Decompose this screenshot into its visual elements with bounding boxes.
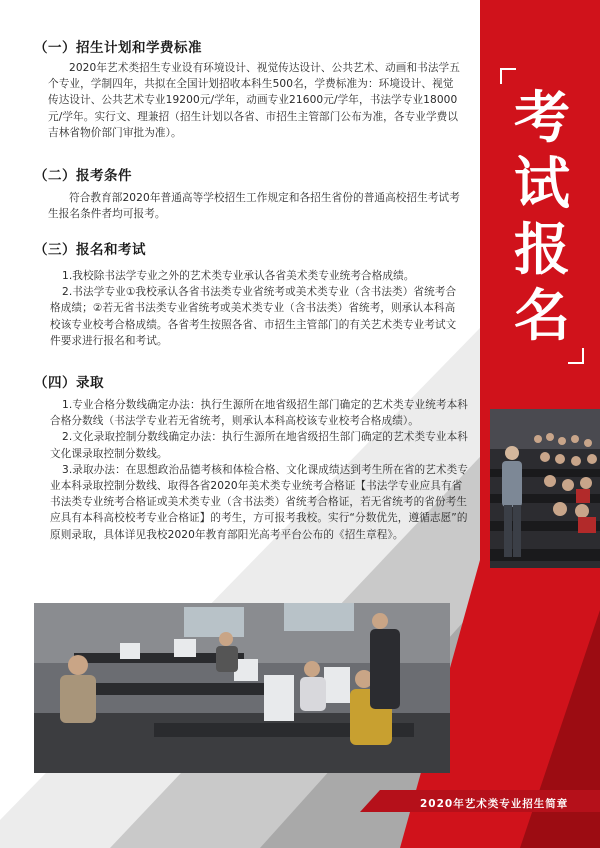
section-title-admission: （四）录取 xyxy=(34,375,104,391)
title-char: 试 xyxy=(514,152,570,217)
title-char: 报 xyxy=(514,218,570,283)
section-title-conditions: （二）报考条件 xyxy=(34,168,132,184)
section-title-registration: （三）报名和考试 xyxy=(34,242,146,258)
vertical-title-text xyxy=(506,86,578,350)
photo-computer-lab xyxy=(34,603,450,773)
section-body-plan xyxy=(48,60,463,141)
section-body-admission xyxy=(50,397,468,543)
vertical-title-exam-registration xyxy=(500,68,584,364)
paragraph: 2.文化录取控制分数线确定办法：执行生源所在地省级招生部门确定的艺术类专业本科文化课录取控制分数线。 xyxy=(50,431,468,460)
paragraph: 2.书法学专业①我校承认各省书法类专业省统考或美术类专业（含书法类）省统考合格成绩；②若无省书法类专业省统考或美术类专业（含书法类）省统考，则承认本科高校该专业校考合格成绩。各省考生按照各省、市招生主管部门的有关艺术类专业考试文件要求进行报名和考试。 xyxy=(50,286,457,347)
section-body-registration xyxy=(50,268,465,349)
paragraph: 1.我校除书法学专业之外的艺术类专业承认各省美术类专业统考合格成绩。 xyxy=(62,270,415,282)
section-body-conditions xyxy=(48,190,463,222)
footer-brochure-title: 2020年艺术类专业招生简章 xyxy=(420,798,569,810)
bracket-top-left xyxy=(500,68,516,84)
title-char: 名 xyxy=(514,284,570,349)
section-title-plan: （一）招生计划和学费标准 xyxy=(34,40,202,56)
paragraph: 1.专业合格分数线确定办法：执行生源所在地省级招生部门确定的艺术类专业统考本科合格分数线（书法学专业若无省统考，则承认本科高校该专业校考合格成绩）。 xyxy=(50,399,468,428)
photo-lecture-hall xyxy=(490,409,600,568)
paragraph: 3.录取办法：在思想政治品德考核和体检合格、文化课成绩达到考生所在省的艺术类专业本科录取控制分数线、取得各省2020年美术类专业统考合格证【书法学专业应具有省书法类专业统考合格证或美术类专业（含书法类）省统考合格证，若无省统考的省份考生应具有本科高校校考专业合格证】的考生，方可报考我校。实行“分数优先，遵循志愿”的原则录取，具体详见我校2020年教育部阳光高考平台公布的《招生章程》。 xyxy=(50,463,468,541)
bracket-bottom-right xyxy=(568,348,584,364)
paragraph: 符合教育部2020年普通高等学校招生工作规定和各招生省份的普通高校招生考试考生报名条件者均可报考。 xyxy=(48,192,460,221)
title-char: 考 xyxy=(514,86,570,151)
paragraph: 2020年艺术类招生专业设有环境设计、视觉传达设计、公共艺术、动画和书法学五个专业，学制四年，共拟在全国计划招收本科生500名，学费标准为：环境设计、视觉传达设计、公共艺术专业19200元/学年，动画专业21600元/学年，书法学专业18000元/学年。实行文、理兼招（招生计划以各省、市招生主管部门公布为准，各专业学费以吉林省物价部门审批为准）。 xyxy=(48,62,460,139)
